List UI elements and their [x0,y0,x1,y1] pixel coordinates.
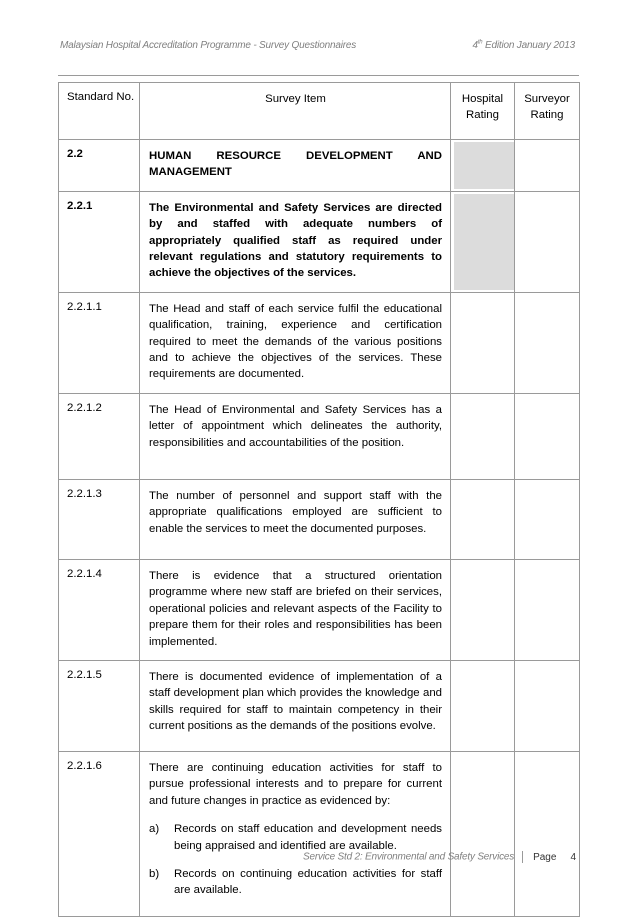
survey-item-cell: HUMAN RESOURCE DEVELOPMENT AND MANAGEMENT [140,140,451,192]
list-item [149,821,442,854]
hospital-rating-cell[interactable] [451,559,515,660]
hospital-rating-cell [451,140,515,192]
edition-superscript: th [477,39,483,46]
footer-page-label: Page [533,851,557,863]
edition-text: Edition January 2013 [482,40,575,51]
table-row [59,751,580,916]
survey-item-cell: The Head and staff of each service fulfil the educational qualification, training, experience and certification required to meet the demands of the various positions and to achieve the objectives of the services. These requirements are documented. [140,292,451,393]
hospital-rating-cell[interactable] [451,393,515,479]
standard-no-cell: 2.2.1 [59,191,140,292]
header-standard-no: Standard No. [59,83,140,140]
surveyor-rating-cell [515,191,580,292]
list-letter: a) [149,823,160,836]
survey-item-cell [140,751,451,916]
list-item [149,866,442,899]
standard-no-cell: 2.2.1.2 [59,393,140,479]
standard-no-cell: 2.2 [59,140,140,192]
table-row [59,191,580,292]
surveyor-rating-cell [515,140,580,192]
survey-item-cell: The Head of Environmental and Safety Services has a letter of appointment which delineates the authority, responsibilities and accountabilities of the position. [140,393,451,479]
standard-no-cell: 2.2.1.4 [59,559,140,660]
edition-number: 4 [472,40,478,51]
surveyor-rating-cell[interactable] [515,660,580,751]
footer-separator [522,851,523,863]
survey-item-cell: There is evidence that a structured orientation programme where new staff are briefed on their services, operational policies and relevant aspects of the Facility to prepare them for their roles and responsibilities has been implemented. [140,559,451,660]
table-row [59,660,580,751]
list-letter: b) [149,867,160,880]
footer-page-number: 4 [570,851,576,863]
hospital-rating-cell[interactable] [451,292,515,393]
header-surveyor-rating [515,83,580,140]
page-footer [303,851,576,863]
shaded-cell [454,194,514,290]
header-divider [58,75,579,76]
survey-item-cell: The Environmental and Safety Services are directed by and staffed with adequate numbers of appropriately qualified staff as required under relevant regulations and statutory requirements to achieve the objectives of the services. [140,191,451,292]
table-row [59,393,580,479]
header-hospital-rating-line2: Rating [466,109,499,121]
header-edition [472,40,575,51]
table-row [59,479,580,559]
header-surveyor-rating-line1: Surveyor [524,93,570,105]
surveyor-rating-cell[interactable] [515,292,580,393]
surveyor-rating-cell[interactable] [515,479,580,559]
standard-no-cell: 2.2.1.6 [59,751,140,916]
survey-item-text: There are continuing education activities for staff to pursue professional interests and to prepare for current and future changes in practice as evidenced by: [149,761,442,807]
table-row [59,140,580,192]
table-row [59,292,580,393]
hospital-rating-cell[interactable] [451,660,515,751]
hospital-rating-cell[interactable] [451,479,515,559]
hospital-rating-cell[interactable] [451,751,515,916]
header-surveyor-rating-line2: Rating [530,109,564,121]
standard-no-cell: 2.2.1.5 [59,660,140,751]
list-text: Records on staff education and development needs being appraised and identified are available. [174,823,442,852]
shaded-cell [454,142,514,189]
hospital-rating-cell [451,191,515,292]
header-hospital-rating-line1: Hospital [461,93,504,105]
standard-no-cell: 2.2.1.1 [59,292,140,393]
standard-no-cell: 2.2.1.3 [59,479,140,559]
survey-item-cell: The number of personnel and support staff with the appropriate qualifications employed are sufficient to enable the services to meet the documented purposes. [140,479,451,559]
surveyor-rating-cell[interactable] [515,393,580,479]
surveyor-rating-cell[interactable] [515,559,580,660]
list-text: Records on continuing education activities for staff are available. [174,867,442,897]
table-header-row [59,83,580,140]
header-hospital-rating [451,83,515,140]
header-survey-item: Survey Item [140,83,451,140]
header-document-title: Malaysian Hospital Accreditation Programme - Survey Questionnaires [60,40,357,51]
footer-section-title: Service Std 2: Environmental and Safety Services [303,851,515,863]
survey-item-cell: There is documented evidence of implementation of a staff development plan which provides the knowledge and skills required for staff to maintain competency in their current positions as the demands of the positions evolve. [140,660,451,751]
survey-table [58,82,580,917]
surveyor-rating-cell[interactable] [515,751,580,916]
table-row [59,559,580,660]
